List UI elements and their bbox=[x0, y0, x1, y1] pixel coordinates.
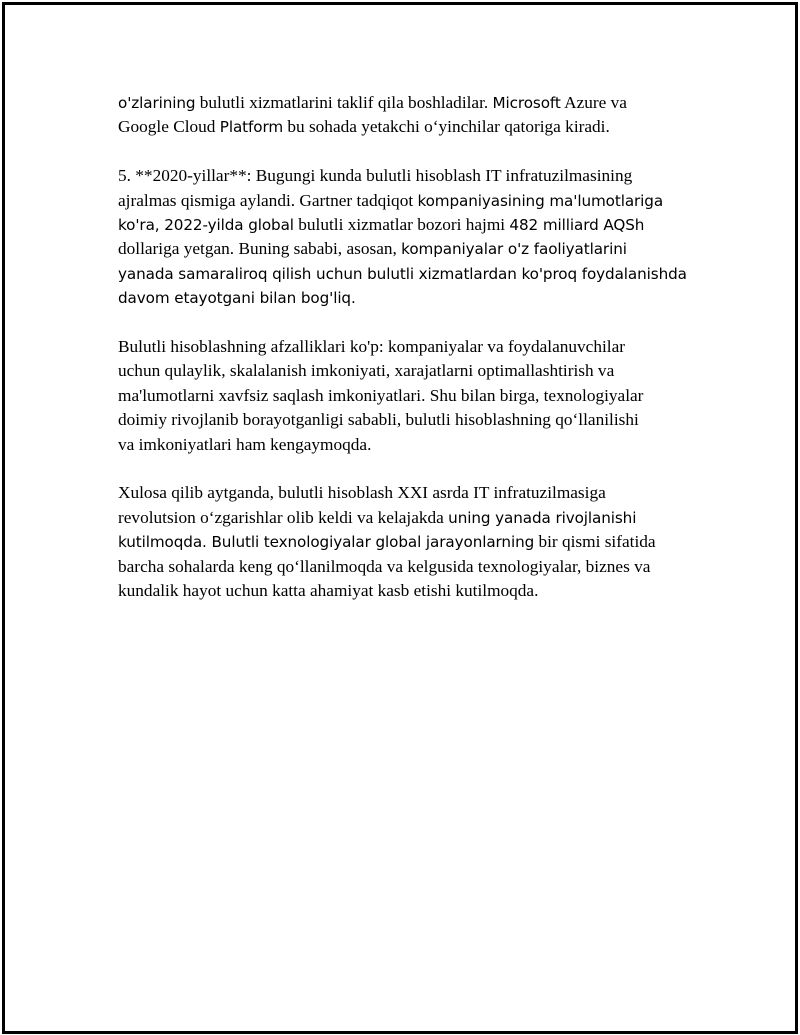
text-line bbox=[118, 579, 698, 603]
text-segment: Xulosa qilib aytganda, bulutli hisoblash XXI asrda IT infratuzilmasiga bbox=[118, 483, 606, 503]
text-segment: Bulutli hisoblashning afzalliklari ko'p: kompaniyalar va foydalanuvchilar bbox=[118, 337, 626, 357]
text-segment: dollariga yetgan. Buning sababi, asosan, bbox=[118, 239, 402, 259]
text-segment: doimiy rivojlanib borayotganligi sababli, bulutli hisoblashning qo‘llanilishi bbox=[118, 410, 639, 430]
text-line bbox=[118, 189, 698, 213]
text-segment: bulutli xizmatlarini taklif qila boshladilar. bbox=[195, 93, 493, 112]
paragraph bbox=[118, 91, 698, 140]
text-line bbox=[118, 262, 698, 286]
text-segment: kompaniyasining ma'lumotlariga bbox=[417, 191, 664, 210]
text-segment: Platform bbox=[219, 118, 284, 137]
text-segment: ajralmas qismiga aylandi. Gartner tadqiqot bbox=[118, 190, 418, 210]
text-segment: uning yanada rivojlanishi bbox=[448, 508, 637, 527]
text-segment: Microsoft bbox=[492, 94, 561, 112]
text-segment: bulutli xizmatlar bozori hajmi bbox=[293, 215, 510, 235]
text-line bbox=[118, 335, 698, 359]
text-line bbox=[118, 408, 698, 432]
text-line bbox=[118, 530, 698, 554]
text-segment: 5. **2020-yillar**: Bugungi kunda bulutli hisoblash IT infratuzilmasining bbox=[118, 166, 633, 186]
text-segment: ma'lumotlarni xavfsiz saqlash imkoniyatlari. Shu bilan birga, texnologiyalar bbox=[118, 385, 644, 405]
text-segment: va imkoniyatlari ham kengaymoqda. bbox=[118, 434, 372, 454]
text-segment: bu sohada yetakchi o‘yinchilar qatoriga kiradi. bbox=[283, 117, 610, 137]
text-line bbox=[118, 164, 698, 188]
text-segment: kutilmoqda. Bulutli texnologiyalar global jarayonlarning bbox=[118, 533, 535, 552]
document-body bbox=[118, 91, 698, 628]
text-line bbox=[118, 213, 698, 237]
paragraph bbox=[118, 164, 698, 310]
text-line bbox=[118, 359, 698, 383]
text-segment: revolutsion o‘zgarishlar olib keldi va kelajakda bbox=[118, 507, 449, 527]
text-segment: kundalik hayot uchun katta ahamiyat kasb etishi kutilmoqda. bbox=[118, 581, 539, 601]
text-segment: o'zlarining bbox=[118, 94, 196, 112]
text-line bbox=[118, 286, 698, 310]
text-line bbox=[118, 237, 698, 261]
text-segment: yanada samaraliroq qilish uchun bulutli xizmatlardan ko'proq foydalanishda bbox=[118, 264, 687, 283]
text-segment: barcha sohalarda keng qo‘llanilmoqda va kelgusida texnologiyalar, biznes va bbox=[118, 556, 651, 576]
paragraph bbox=[118, 481, 698, 603]
text-line bbox=[118, 555, 698, 579]
text-line bbox=[118, 384, 698, 408]
text-segment: kompaniyalar o'z faoliyatlarini bbox=[401, 240, 627, 259]
text-line bbox=[118, 115, 698, 139]
text-line bbox=[118, 506, 698, 530]
text-segment: ko'ra, 2022-yilda global bbox=[118, 216, 294, 235]
paragraph bbox=[118, 335, 698, 457]
text-segment: uchun qulaylik, skalalanish imkoniyati, xarajatlarni optimallashtirish va bbox=[118, 361, 615, 381]
text-line bbox=[118, 481, 698, 505]
text-segment: bir qismi sifatida bbox=[534, 532, 656, 552]
text-line bbox=[118, 91, 698, 115]
text-segment: davom etayotgani bilan bog'liq. bbox=[118, 289, 356, 308]
text-line bbox=[118, 433, 698, 457]
text-segment: Google Cloud bbox=[118, 117, 220, 137]
text-segment: 482 milliard AQSh bbox=[509, 216, 645, 235]
text-segment: Azure va bbox=[560, 93, 627, 112]
